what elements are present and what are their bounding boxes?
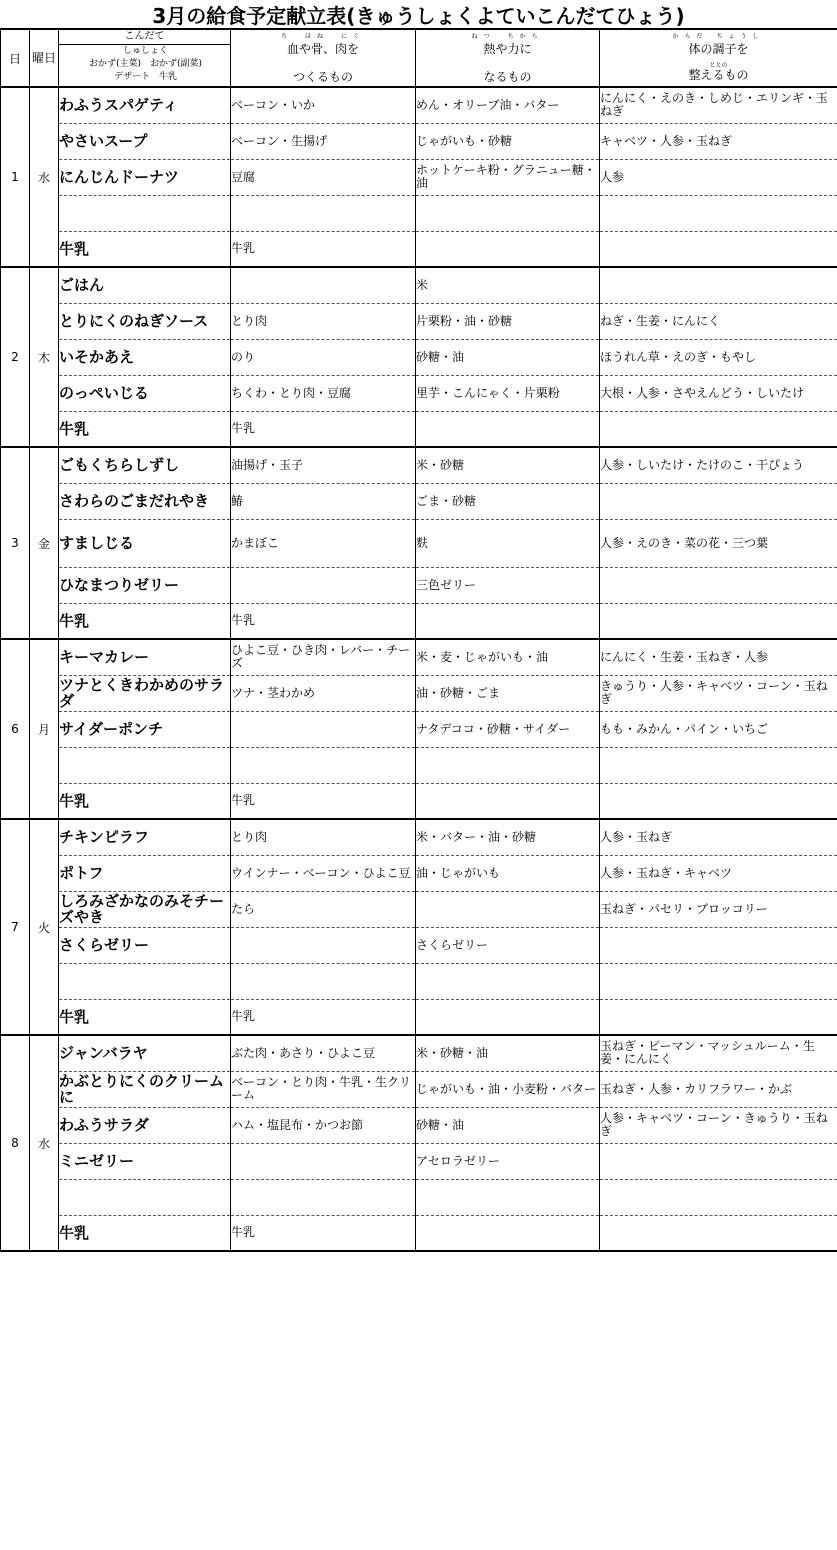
energy-ingredient-cell: [416, 195, 600, 231]
body-condition-ingredient-cell: 人参・玉ねぎ・キャベツ: [600, 855, 837, 891]
energy-ingredient-cell: [416, 231, 600, 267]
dish-cell: 牛乳: [59, 783, 231, 819]
blood-bone-ingredient-cell: ベーコン・生揚げ: [231, 123, 416, 159]
body-condition-ingredient-cell: [600, 411, 837, 447]
table-row: [1, 195, 837, 231]
body-condition-ingredient-cell: [600, 1179, 837, 1215]
body-condition-ingredient-cell: 人参・キャベツ・コーン・きゅうり・玉ねぎ: [600, 1107, 837, 1143]
blood-bone-ingredient-cell: 牛乳: [231, 411, 416, 447]
energy-ingredient-cell: 米・バター・油・砂糖: [416, 819, 600, 855]
dish-cell: [59, 195, 231, 231]
table-row: [1, 1179, 837, 1215]
body-condition-ingredient-cell: 人参: [600, 159, 837, 195]
weekday-cell: 火: [30, 819, 59, 1035]
dish-cell: 牛乳: [59, 231, 231, 267]
blood-bone-ingredient-cell: [231, 1143, 416, 1179]
header-body: [600, 29, 837, 87]
weekday-cell: 木: [30, 267, 59, 447]
energy-ingredient-cell: [416, 1215, 600, 1251]
table-row: [1, 603, 837, 639]
blood-bone-ingredient-cell: ベーコン・いか: [231, 87, 416, 123]
dish-cell: ごもくちらしずし: [59, 447, 231, 483]
blood-bone-ingredient-cell: [231, 267, 416, 303]
body-condition-ingredient-cell: [600, 231, 837, 267]
blood-bone-ingredient-cell: 豆腐: [231, 159, 416, 195]
table-row: [1, 519, 837, 567]
blood-bone-ingredient-cell: ウインナー・ベーコン・ひよこ豆: [231, 855, 416, 891]
blood-bone-ingredient-cell: [231, 195, 416, 231]
body-condition-ingredient-cell: きゅうり・人参・キャベツ・コーン・玉ねぎ: [600, 675, 837, 711]
dish-cell: 牛乳: [59, 999, 231, 1035]
body-condition-ingredient-cell: ほうれん草・えのぎ・もやし: [600, 339, 837, 375]
table-row: [1, 303, 837, 339]
energy-ingredient-cell: 砂糖・油: [416, 1107, 600, 1143]
title-text: 3月の給食予定献立表(きゅうしょくよていこんだてひょう): [152, 4, 685, 28]
table-row: [1, 819, 837, 855]
dish-cell: ひなまつりゼリー: [59, 567, 231, 603]
body-condition-ingredient-cell: 人参・しいたけ・たけのこ・干ぴょう: [600, 447, 837, 483]
day-cell: 1: [1, 87, 30, 267]
table-row: [1, 375, 837, 411]
header-blood-ruby: ち ほね にく: [280, 33, 365, 40]
energy-ingredient-cell: ホットケーキ粉・グラニュー糖・油: [416, 159, 600, 195]
energy-ingredient-cell: [416, 999, 600, 1035]
table-row: [1, 123, 837, 159]
body-condition-ingredient-cell: 人参・えのき・菜の花・三つ葉: [600, 519, 837, 567]
energy-ingredient-cell: アセロラゼリー: [416, 1143, 600, 1179]
table-row: [1, 999, 837, 1035]
dish-cell: さくらゼリー: [59, 927, 231, 963]
body-condition-ingredient-cell: にんにく・えのき・しめじ・エリンギ・玉ねぎ: [600, 87, 837, 123]
header-menu-sub3: デザート 牛乳: [113, 72, 177, 82]
body-condition-ingredient-cell: [600, 267, 837, 303]
day-cell: 3: [1, 447, 30, 639]
blood-bone-ingredient-cell: とり肉: [231, 819, 416, 855]
energy-ingredient-cell: 米・砂糖: [416, 447, 600, 483]
table-row: [1, 783, 837, 819]
dish-cell: 牛乳: [59, 1215, 231, 1251]
weekday-cell: 金: [30, 447, 59, 639]
table-row: [1, 747, 837, 783]
menu-table: [0, 28, 837, 1252]
blood-bone-ingredient-cell: 牛乳: [231, 999, 416, 1035]
energy-ingredient-cell: 砂糖・油: [416, 339, 600, 375]
body-condition-ingredient-cell: 大根・人参・さやえんどう・しいたけ: [600, 375, 837, 411]
blood-bone-ingredient-cell: [231, 1179, 416, 1215]
energy-ingredient-cell: [416, 963, 600, 999]
dish-cell: のっぺいじる: [59, 375, 231, 411]
dish-cell: すましじる: [59, 519, 231, 567]
header-day: 日: [1, 29, 30, 87]
header-body-ruby2: ととの: [709, 62, 728, 69]
table-row: [1, 855, 837, 891]
blood-bone-ingredient-cell: ちくわ・とり肉・豆腐: [231, 375, 416, 411]
energy-ingredient-cell: [416, 411, 600, 447]
energy-ingredient-cell: じゃがいも・油・小麦粉・バター: [416, 1071, 600, 1107]
blood-bone-ingredient-cell: [231, 711, 416, 747]
energy-ingredient-cell: ごま・砂糖: [416, 483, 600, 519]
header-energy: [416, 29, 600, 87]
body-condition-ingredient-cell: [600, 603, 837, 639]
body-condition-ingredient-cell: ねぎ・生姜・にんにく: [600, 303, 837, 339]
page-title: [0, 3, 837, 30]
energy-ingredient-cell: 片栗粉・油・砂糖: [416, 303, 600, 339]
dish-cell: ごはん: [59, 267, 231, 303]
body-condition-ingredient-cell: にんにく・生姜・玉ねぎ・人参: [600, 639, 837, 675]
body-condition-ingredient-cell: キャベツ・人参・玉ねぎ: [600, 123, 837, 159]
body-condition-ingredient-cell: もも・みかん・パイン・いちご: [600, 711, 837, 747]
body-condition-ingredient-cell: [600, 963, 837, 999]
blood-bone-ingredient-cell: [231, 747, 416, 783]
blood-bone-ingredient-cell: 牛乳: [231, 603, 416, 639]
header-energy-ruby: ねつ ちから: [471, 33, 544, 40]
energy-ingredient-cell: めん・オリーブ油・バター: [416, 87, 600, 123]
energy-ingredient-cell: 三色ゼリー: [416, 567, 600, 603]
dish-cell: とりにくのねぎソース: [59, 303, 231, 339]
dish-cell: [59, 963, 231, 999]
header-blood: [231, 29, 416, 87]
blood-bone-ingredient-cell: ベーコン・とり肉・牛乳・生クリーム: [231, 1071, 416, 1107]
dish-cell: [59, 1179, 231, 1215]
blood-bone-ingredient-cell: [231, 567, 416, 603]
energy-ingredient-cell: ナタデココ・砂糖・サイダー: [416, 711, 600, 747]
dish-cell: ツナとくきわかめのサラダ: [59, 675, 231, 711]
day-cell: 7: [1, 819, 30, 1035]
blood-bone-ingredient-cell: ぶた肉・あさり・ひよこ豆: [231, 1035, 416, 1071]
blood-bone-ingredient-cell: 牛乳: [231, 1215, 416, 1251]
header-energy-line2: なるもの: [483, 70, 532, 84]
body-condition-ingredient-cell: [600, 999, 837, 1035]
energy-ingredient-cell: じゃがいも・砂糖: [416, 123, 600, 159]
day-cell: 6: [1, 639, 30, 819]
table-row: [1, 675, 837, 711]
energy-ingredient-cell: 米: [416, 267, 600, 303]
weekday-cell: 月: [30, 639, 59, 819]
energy-ingredient-cell: 油・じゃがいも: [416, 855, 600, 891]
header-blood-line1: 血や骨、肉を: [286, 42, 359, 56]
blood-bone-ingredient-cell: 牛乳: [231, 231, 416, 267]
table-row: [1, 159, 837, 195]
table-row: [1, 267, 837, 303]
table-row: [1, 927, 837, 963]
dish-cell: キーマカレー: [59, 639, 231, 675]
header-body-ruby: からだ ちょうし: [672, 33, 765, 40]
header-body-line1: 体の調子を: [688, 42, 749, 56]
blood-bone-ingredient-cell: [231, 963, 416, 999]
body-condition-ingredient-cell: 玉ねぎ・人参・カリフラワー・かぶ: [600, 1071, 837, 1107]
energy-ingredient-cell: [416, 747, 600, 783]
blood-bone-ingredient-cell: とり肉: [231, 303, 416, 339]
blood-bone-ingredient-cell: 鰆: [231, 483, 416, 519]
dish-cell: ポトフ: [59, 855, 231, 891]
dish-cell: さわらのごまだれやき: [59, 483, 231, 519]
blood-bone-ingredient-cell: ひよこ豆・ひき肉・レバー・チーズ: [231, 639, 416, 675]
blood-bone-ingredient-cell: ツナ・茎わかめ: [231, 675, 416, 711]
table-row: [1, 339, 837, 375]
dish-cell: いそかあえ: [59, 339, 231, 375]
dish-cell: ミニゼリー: [59, 1143, 231, 1179]
blood-bone-ingredient-cell: のり: [231, 339, 416, 375]
header-weekday: 曜日: [30, 29, 59, 87]
header-row: [1, 29, 837, 87]
header-menu-title: こんだて: [59, 30, 230, 45]
table-row: [1, 1107, 837, 1143]
dish-cell: にんじんドーナツ: [59, 159, 231, 195]
dish-cell: ジャンバラヤ: [59, 1035, 231, 1071]
body-condition-ingredient-cell: [600, 1215, 837, 1251]
body-condition-ingredient-cell: [600, 1143, 837, 1179]
day-cell: 2: [1, 267, 30, 447]
energy-ingredient-cell: [416, 1179, 600, 1215]
header-menu: [59, 29, 231, 87]
body-condition-ingredient-cell: 玉ねぎ・パセリ・ブロッコリー: [600, 891, 837, 927]
header-menu-sub1: しゅしょく: [122, 46, 168, 56]
body-condition-ingredient-cell: [600, 783, 837, 819]
table-row: [1, 1215, 837, 1251]
dish-cell: サイダーポンチ: [59, 711, 231, 747]
table-row: [1, 567, 837, 603]
energy-ingredient-cell: 里芋・こんにゃく・片栗粉: [416, 375, 600, 411]
body-condition-ingredient-cell: [600, 747, 837, 783]
dish-cell: かぶとりにくのクリームに: [59, 1071, 231, 1107]
blood-bone-ingredient-cell: 油揚げ・玉子: [231, 447, 416, 483]
body-condition-ingredient-cell: [600, 195, 837, 231]
dish-cell: わふうスパゲティ: [59, 87, 231, 123]
blood-bone-ingredient-cell: 牛乳: [231, 783, 416, 819]
body-condition-ingredient-cell: [600, 483, 837, 519]
table-row: [1, 639, 837, 675]
weekday-cell: 水: [30, 87, 59, 267]
table-row: [1, 87, 837, 123]
table-row: [1, 711, 837, 747]
dish-cell: チキンピラフ: [59, 819, 231, 855]
header-menu-sub2: おかず(主菜) おかず(副菜): [88, 59, 203, 69]
energy-ingredient-cell: [416, 603, 600, 639]
header-energy-line1: 熱や力に: [483, 42, 532, 56]
blood-bone-ingredient-cell: [231, 927, 416, 963]
body-condition-ingredient-cell: 玉ねぎ・ピーマン・マッシュルーム・生姜・にんにく: [600, 1035, 837, 1071]
energy-ingredient-cell: 米・麦・じゃがいも・油: [416, 639, 600, 675]
table-row: [1, 1035, 837, 1071]
body-condition-ingredient-cell: [600, 927, 837, 963]
energy-ingredient-cell: 油・砂糖・ごま: [416, 675, 600, 711]
energy-ingredient-cell: さくらゼリー: [416, 927, 600, 963]
dish-cell: 牛乳: [59, 603, 231, 639]
energy-ingredient-cell: 麩: [416, 519, 600, 567]
table-row: [1, 891, 837, 927]
dish-cell: わふうサラダ: [59, 1107, 231, 1143]
dish-cell: [59, 747, 231, 783]
body-condition-ingredient-cell: 人参・玉ねぎ: [600, 819, 837, 855]
menu-body: [1, 87, 837, 1251]
blood-bone-ingredient-cell: かまぼこ: [231, 519, 416, 567]
energy-ingredient-cell: [416, 891, 600, 927]
table-row: [1, 963, 837, 999]
table-row: [1, 1143, 837, 1179]
day-cell: 8: [1, 1035, 30, 1251]
dish-cell: しろみざかなのみそチーズやき: [59, 891, 231, 927]
body-condition-ingredient-cell: [600, 567, 837, 603]
energy-ingredient-cell: [416, 783, 600, 819]
dish-cell: やさいスープ: [59, 123, 231, 159]
table-row: [1, 1071, 837, 1107]
table-row: [1, 447, 837, 483]
blood-bone-ingredient-cell: たら: [231, 891, 416, 927]
dish-cell: 牛乳: [59, 411, 231, 447]
table-row: [1, 483, 837, 519]
weekday-cell: 水: [30, 1035, 59, 1251]
header-blood-line2: つくるもの: [292, 70, 353, 84]
blood-bone-ingredient-cell: ハム・塩昆布・かつお節: [231, 1107, 416, 1143]
table-row: [1, 231, 837, 267]
header-body-line2: 整えるもの: [688, 68, 749, 82]
energy-ingredient-cell: 米・砂糖・油: [416, 1035, 600, 1071]
table-row: [1, 411, 837, 447]
